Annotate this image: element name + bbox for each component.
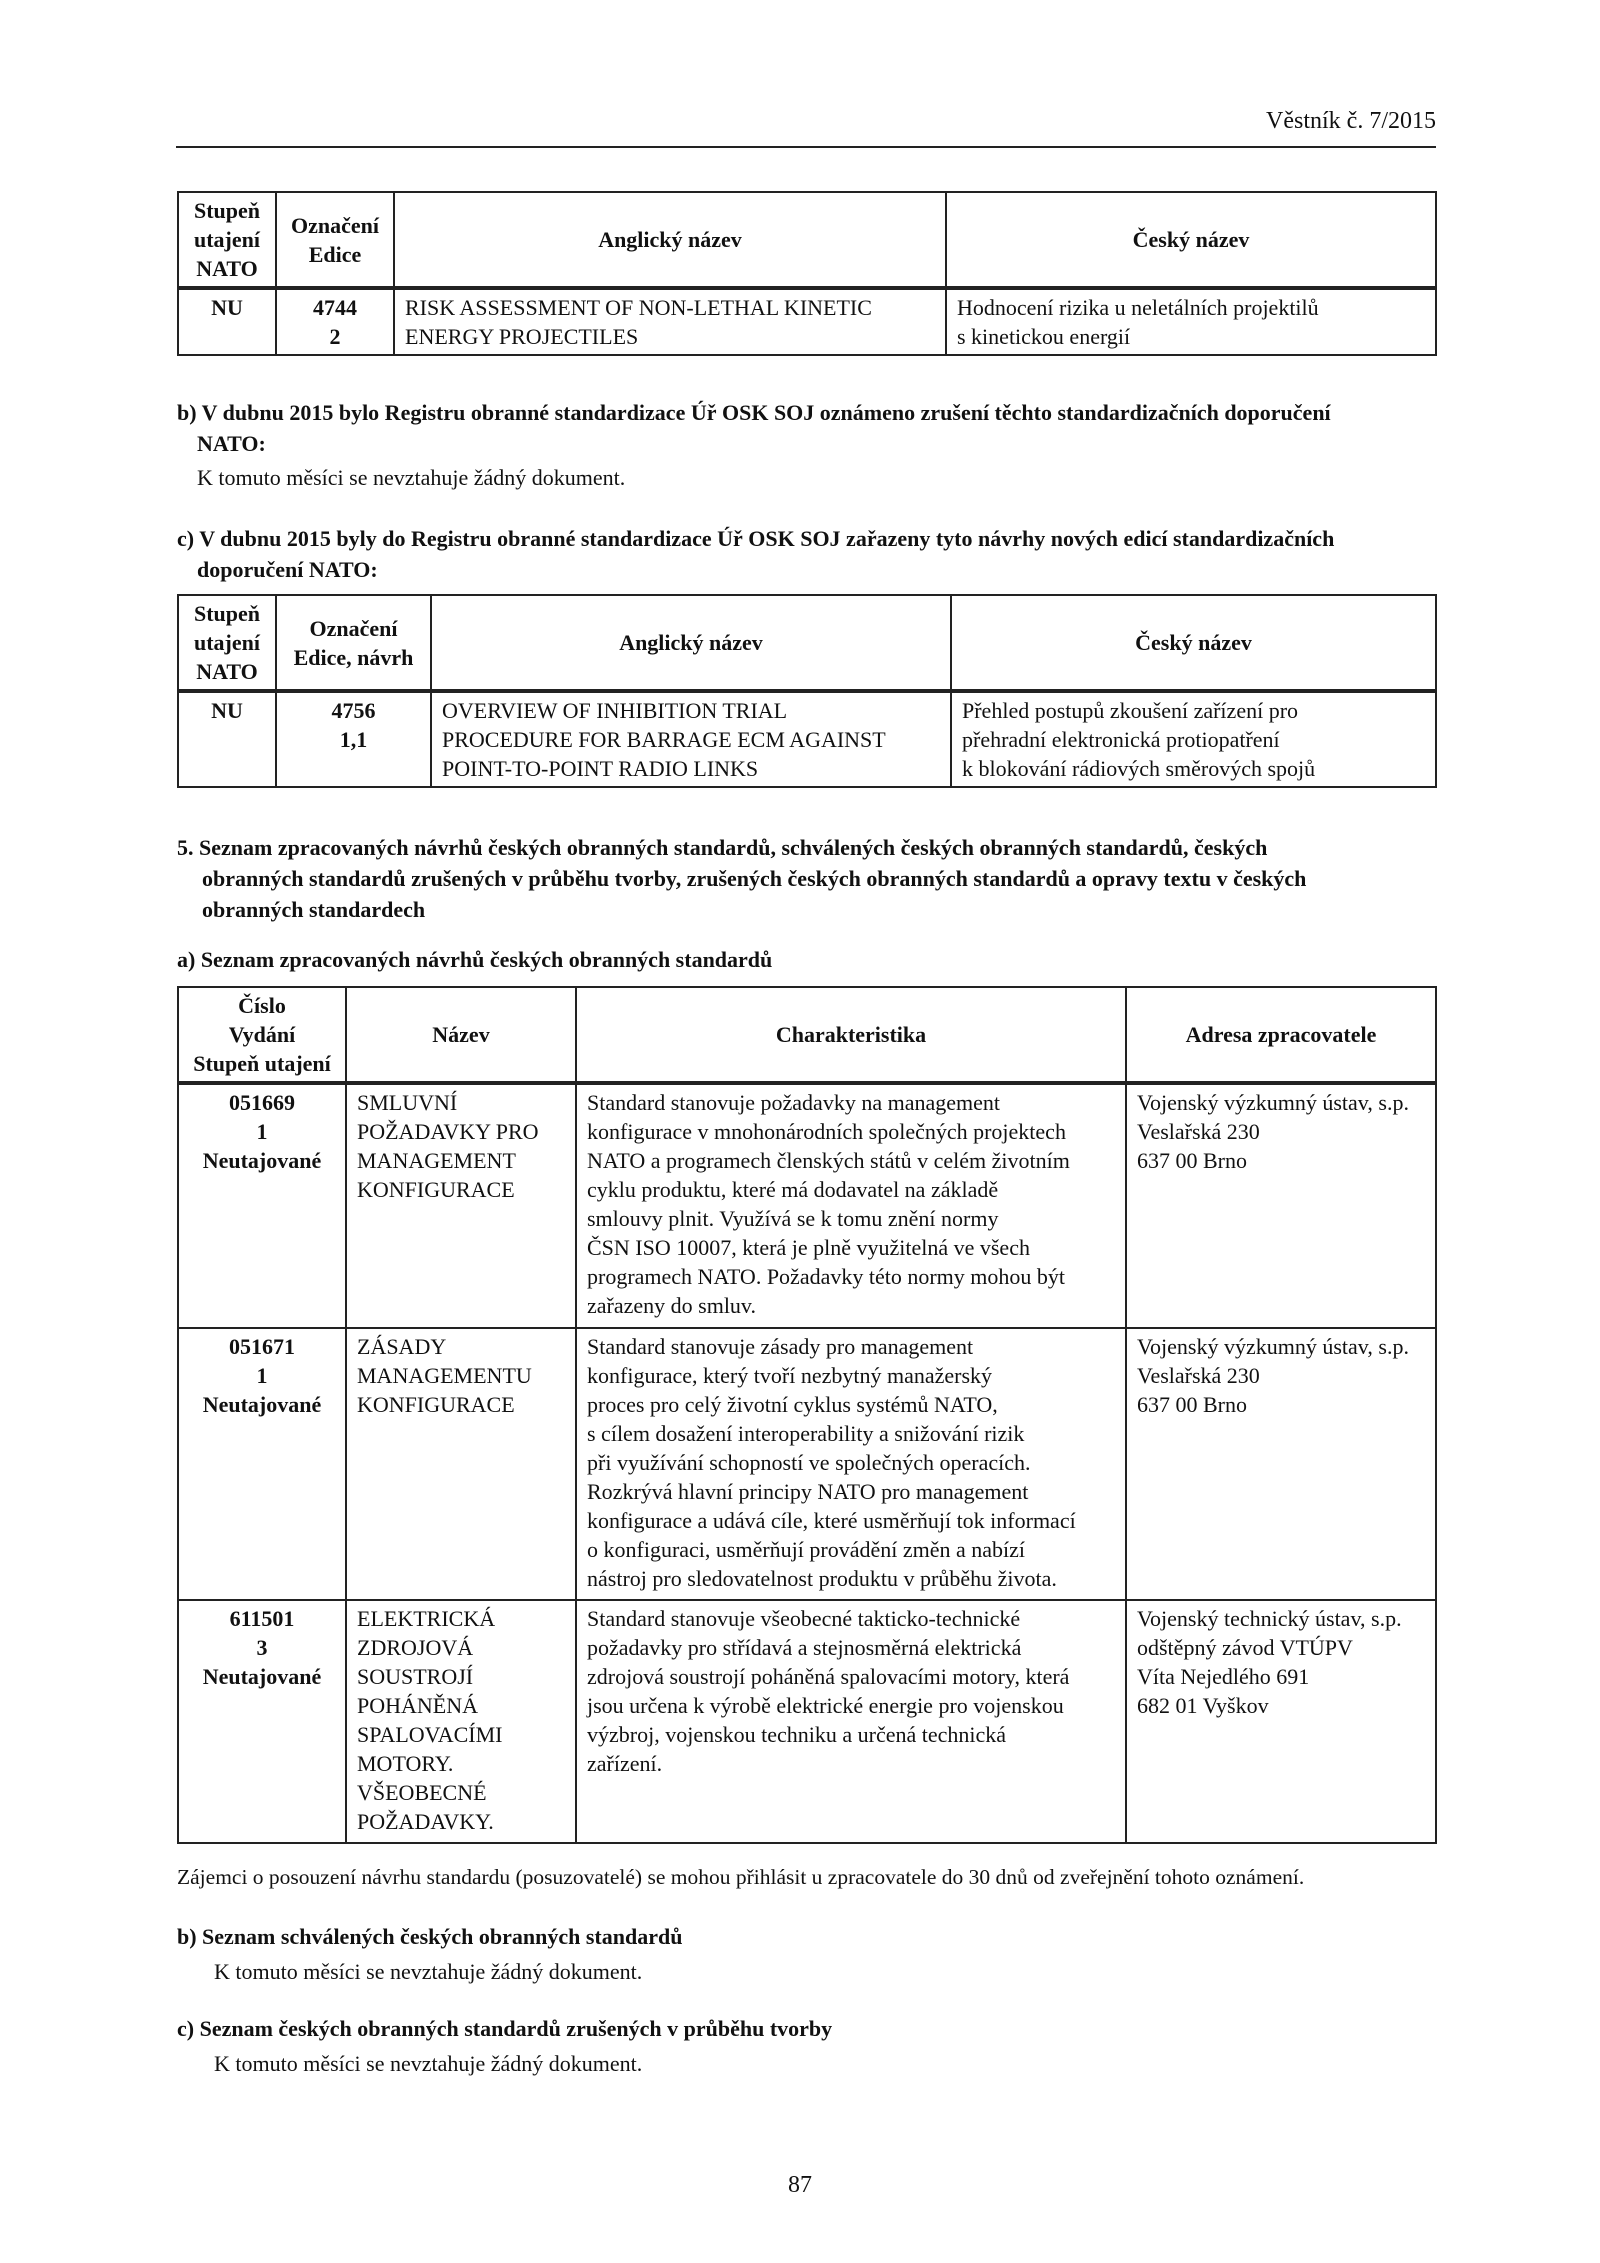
text-line: MOTORY. — [357, 1751, 454, 1776]
designation-cell — [276, 288, 394, 355]
header-cell — [178, 192, 276, 288]
text-line: 682 01 Vyškov — [1137, 1693, 1269, 1718]
text-line: NATO — [196, 659, 258, 684]
text-line: Stupeň utajení — [193, 1051, 331, 1076]
title-cell — [346, 1600, 576, 1843]
text-line: 4756 — [331, 698, 376, 723]
text-line: POŽADAVKY PRO — [357, 1119, 539, 1144]
text-line: ZDROJOVÁ — [357, 1635, 474, 1660]
text-line: Vojenský výzkumný ústav, s.p. — [1137, 1334, 1409, 1359]
text-line: přehradní elektronická protiopatření — [962, 727, 1280, 752]
table-row — [178, 1328, 1436, 1600]
text-line: Vojenský výzkumný ústav, s.p. — [1137, 1090, 1409, 1115]
text-line: Veslařská 230 — [1137, 1363, 1260, 1388]
text-line: zařazeny do smluv. — [587, 1293, 757, 1318]
text-line: SMLUVNÍ — [357, 1090, 458, 1115]
text-line: jsou určena k výrobě elektrické energie pro vojenskou — [587, 1693, 1064, 1718]
text-line: Standard stanovuje všeobecné takticko-technické — [587, 1606, 1021, 1631]
address-cell — [1126, 1083, 1436, 1328]
header-cell: Anglický název — [431, 595, 951, 691]
number-cell — [178, 1600, 346, 1843]
classification-cell: NU — [178, 691, 276, 787]
section-b-heading: b) V dubnu 2015 bylo Registru obranné standardizace Úř OSK SOJ oznámeno zrušení těchto standardizačních doporučení NATO: — [177, 400, 1331, 456]
text-line: požadavky pro střídavá a stejnosměrná elektrická — [587, 1635, 1022, 1660]
text-line: Edice, návrh — [293, 644, 414, 670]
text-line: Neutajované — [202, 1664, 322, 1689]
standards-drafts-table — [177, 986, 1437, 1844]
text-line: NATO a programech členských států v celém životním — [587, 1148, 1070, 1173]
header-cell: Český název — [951, 595, 1436, 691]
text-line: 2 — [329, 324, 341, 349]
title-cell — [346, 1328, 576, 1600]
section-5b-heading: b) Seznam schválených českých obranných standardů — [177, 1924, 683, 1949]
text-line: PROCEDURE FOR BARRAGE ECM AGAINST — [442, 727, 886, 752]
header-cell: Český název — [946, 192, 1436, 288]
text-line: 4744 — [313, 295, 357, 320]
text-line: programech NATO. Požadavky této normy mohou být — [587, 1264, 1066, 1289]
number-cell — [178, 1083, 346, 1328]
section-5b-body: K tomuto měsíci se nevztahuje žádný dokument. — [214, 1959, 643, 1984]
text-line: MANAGEMENTU — [357, 1363, 532, 1388]
text-line: zařízení. — [587, 1751, 663, 1776]
section-b-body: K tomuto měsíci se nevztahuje žádný dokument. — [197, 465, 626, 490]
czech-title-cell — [946, 288, 1436, 355]
section-5a-heading: a) Seznam zpracovaných návrhů českých obranných standardů — [177, 947, 773, 972]
text-line: 1 — [256, 1119, 268, 1144]
text-line: 637 00 Brno — [1137, 1148, 1247, 1173]
text-line: Označení — [291, 212, 379, 238]
table-row — [178, 1600, 1436, 1843]
text-line: Standard stanovuje požadavky na management — [587, 1090, 1000, 1115]
text-line: 051671 — [229, 1334, 295, 1359]
nato-editions-table — [177, 191, 1437, 356]
table-row — [178, 1083, 1436, 1328]
number-cell — [178, 1328, 346, 1600]
table-row — [178, 288, 1436, 355]
text-line: odštěpný závod VTÚPV — [1137, 1635, 1353, 1660]
text-line: 611501 — [229, 1606, 295, 1631]
table-header-row — [178, 987, 1436, 1083]
text-line: RISK ASSESSMENT OF NON-LETHAL KINETIC — [405, 295, 872, 320]
english-title-cell — [431, 691, 951, 787]
text-line: ELEKTRICKÁ — [357, 1606, 496, 1631]
classification-cell: NU — [178, 288, 276, 355]
text-line: POHÁNĚNÁ — [357, 1693, 478, 1718]
text-line: 051669 — [229, 1090, 295, 1115]
text-line: Neutajované — [202, 1392, 322, 1417]
page-number: 87 — [788, 2172, 812, 2198]
address-cell — [1126, 1600, 1436, 1843]
table-header-row — [178, 595, 1436, 691]
text-line: Neutajované — [202, 1148, 322, 1173]
text-line: k blokování rádiových směrových spojů — [962, 756, 1316, 781]
text-line: Číslo — [238, 993, 286, 1018]
text-line: utajení — [194, 630, 260, 655]
nato-drafts-table — [177, 594, 1437, 788]
header-cell — [178, 987, 346, 1083]
page-header — [176, 108, 1436, 148]
description-cell — [576, 1083, 1126, 1328]
text-line: Veslařská 230 — [1137, 1119, 1260, 1144]
text-line: výzbroj, vojenskou techniku a určená technická — [587, 1722, 1007, 1747]
text-line: NATO — [196, 256, 258, 281]
text-line: s cílem dosažení interoperability a snižování rizik — [587, 1421, 1025, 1446]
text-line: Hodnocení rizika u neletálních projektilů — [957, 295, 1319, 320]
text-line: nástroj pro sledovatelnost produktu v průběhu života. — [587, 1566, 1057, 1591]
text-line: 1 — [256, 1363, 268, 1388]
text-line: při využívání schopností ve společných operacích. — [587, 1450, 1031, 1475]
czech-title-cell — [951, 691, 1436, 787]
text-line: utajení — [194, 227, 260, 252]
text-line: o konfiguraci, usměrňují provádění změn a nabízí — [587, 1537, 1026, 1562]
text-line: OVERVIEW OF INHIBITION TRIAL — [442, 698, 788, 723]
text-line: SPALOVACÍMI — [357, 1722, 503, 1747]
text-line: ENERGY PROJECTILES — [405, 324, 639, 349]
text-line: Víta Nejedlého 691 — [1137, 1664, 1310, 1689]
text-line: POŽADAVKY. — [357, 1809, 494, 1834]
text-line: 1,1 — [339, 727, 368, 752]
header-cell: Adresa zpracovatele — [1126, 987, 1436, 1083]
header-cell — [276, 595, 431, 691]
text-line: konfigurace, který tvoří nezbytný manažerský — [587, 1363, 993, 1388]
section-5-heading: 5. Seznam zpracovaných návrhů českých obranných standardů, schválených českých obranných standardů, českých obranných standardů zrušených v průběhu tvorby, zrušených českých obranných standardů a opravy textu v českých obranných standardech — [177, 835, 1307, 922]
text-line: SOUSTROJÍ — [357, 1664, 474, 1689]
text-line: VŠEOBECNÉ — [357, 1780, 487, 1805]
title-cell — [346, 1083, 576, 1328]
section-5c-body: K tomuto měsíci se nevztahuje žádný dokument. — [214, 2051, 643, 2076]
designation-cell — [276, 691, 431, 787]
section-5c-heading: c) Seznam českých obranných standardů zrušených v průběhu tvorby — [177, 2016, 833, 2041]
text-line: Vojenský technický ústav, s.p. — [1137, 1606, 1402, 1631]
text-line: konfigurace a udává cíle, které usměrňují tok informací — [587, 1508, 1076, 1533]
text-line: cyklu produktu, které má dodavatel na základě — [587, 1177, 999, 1202]
text-line: POINT-TO-POINT RADIO LINKS — [442, 756, 759, 781]
text-line: Rozkrývá hlavní principy NATO pro management — [587, 1479, 1029, 1504]
text-line: 637 00 Brno — [1137, 1392, 1247, 1417]
text-line: ZÁSADY — [357, 1334, 447, 1359]
text-line: MANAGEMENT — [357, 1148, 516, 1173]
header-cell: Anglický název — [394, 192, 946, 288]
text-line: Vydání — [228, 1022, 296, 1047]
text-line: proces pro celý životní cyklus systémů NATO, — [587, 1392, 998, 1417]
text-line: Stupeň — [193, 601, 261, 626]
table-row — [178, 691, 1436, 787]
english-title-cell — [394, 288, 946, 355]
text-line: Označení — [309, 615, 398, 641]
text-line: KONFIGURACE — [357, 1392, 515, 1417]
review-note: Zájemci o posouzení návrhu standardu (posuzovatelé) se mohou přihlásit u zpracovatele do 30 dnů od zveřejnění tohoto oznámení. — [177, 1865, 1305, 1889]
address-cell — [1126, 1328, 1436, 1600]
header-cell — [276, 192, 394, 288]
description-cell — [576, 1328, 1126, 1600]
section-c-heading: c) V dubnu 2015 byly do Registru obranné standardizace Úř OSK SOJ zařazeny tyto návrhy nových edicí standardizačních doporučení NATO: — [177, 526, 1335, 582]
table-header-row — [178, 192, 1436, 288]
text-line: ČSN ISO 10007, která je plně využitelná ve všech — [587, 1235, 1030, 1260]
text-line: Přehled postupů zkoušení zařízení pro — [962, 698, 1299, 723]
text-line: Edice — [308, 241, 362, 267]
header-cell — [178, 595, 276, 691]
description-cell — [576, 1600, 1126, 1843]
text-line: Stupeň — [193, 198, 261, 223]
text-line: 3 — [256, 1635, 268, 1660]
text-line: KONFIGURACE — [357, 1177, 515, 1202]
text-line: s kinetickou energií — [957, 324, 1131, 349]
text-line: Standard stanovuje zásady pro management — [587, 1334, 974, 1359]
header-cell: Název — [346, 987, 576, 1083]
journal-title: Věstník č. 7/2015 — [1266, 108, 1436, 134]
text-line: smlouvy plnit. Využívá se k tomu znění normy — [587, 1206, 999, 1231]
text-line: zdrojová soustrojí poháněná spalovacími motory, která — [587, 1664, 1070, 1689]
header-cell: Charakteristika — [576, 987, 1126, 1083]
text-line: konfigurace v mnohonárodních společných projektech — [587, 1119, 1066, 1144]
